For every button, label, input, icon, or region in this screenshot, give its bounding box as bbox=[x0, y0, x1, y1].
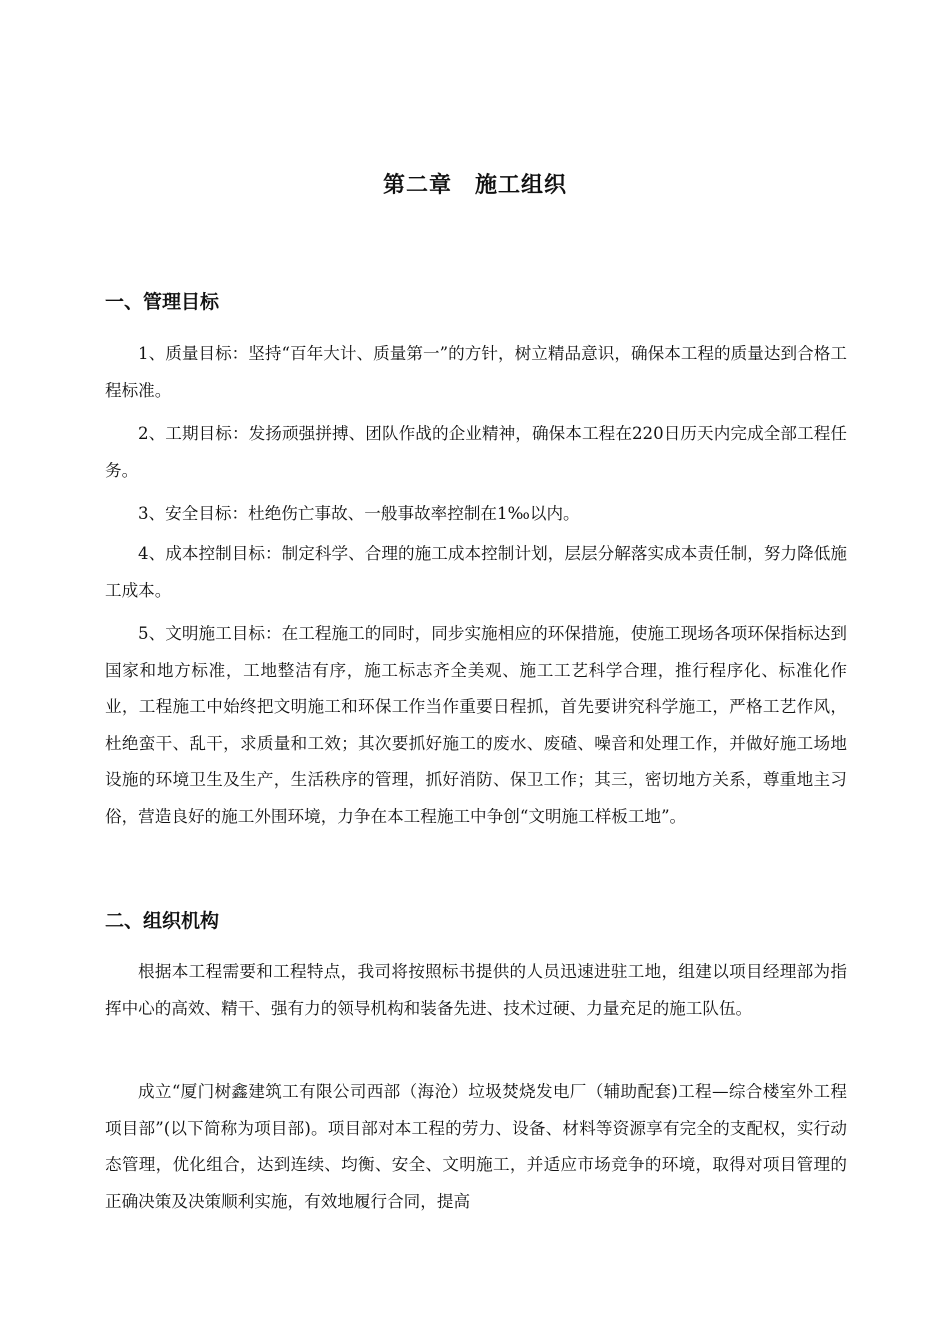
chapter-title: 第二章 施工组织 bbox=[382, 173, 567, 198]
paragraph-quality-goal: 1、质量目标：坚持“百年大计、质量第一”的方针，树立精品意识，确保本工程的质量达到合格工程标准。 bbox=[105, 344, 847, 400]
paragraph-civilized-construction-goal: 5、文明施工目标：在工程施工的同时，同步实施相应的环保措施，使施工现场各项环保指标达到国家和地方标准，工地整洁有序，施工标志齐全美观、施工工艺科学合理，推行程序化、标准化作业，工程施工中始终把文明施工和环保工作当作重要日程抓，首先要讲究科学施工，严格工艺作风，杜绝蛮干、乱干，求质量和工效；其次要抓好施工的废水、废碴、噪音和处理工作，并做好施工场地设施的环境卫生及生产，生活秩序的管理，抓好消防、保卫工作；其三，密切地方关系，尊重地主习俗，营造良好的施工外围环境，力争在本工程施工中争创“文明施工样板工地”。 bbox=[105, 624, 847, 826]
section-heading-management-goals: 一、管理目标 bbox=[105, 291, 220, 313]
paragraph-project-department: 成立“厦门树鑫建筑工有限公司西部（海沧）垃圾焚烧发电厂（辅助配套)工程—综合楼室外工程项目部”(以下简称为项目部)。项目部对本工程的劳力、设备、材料等资源享有完全的支配权，实行动态管理，优化组合，达到连续、均衡、安全、文明施工，并适应市场竞争的环境，取得对项目管理的正确决策及决策顺利实施，有效地履行合同，提高 bbox=[105, 1082, 847, 1211]
paragraph-organization-intro: 根据本工程需要和工程特点，我司将按照标书提供的人员迅速进驻工地，组建以项目经理部为指挥中心的高效、精干、强有力的领导机构和装备先进、技术过硬、力量充足的施工队伍。 bbox=[105, 962, 847, 1018]
paragraph-schedule-goal: 2、工期目标：发扬顽强拼搏、团队作战的企业精神，确保本工程在220日历天内完成全部工程任务。 bbox=[105, 424, 847, 480]
section-heading-organization: 二、组织机构 bbox=[105, 910, 220, 932]
paragraph-cost-goal: 4、成本控制目标：制定科学、合理的施工成本控制计划，层层分解落实成本责任制，努力降低施工成本。 bbox=[105, 544, 847, 600]
paragraph-safety-goal: 3、安全目标：杜绝伤亡事故、一般事故率控制在1‰以内。 bbox=[138, 504, 580, 523]
